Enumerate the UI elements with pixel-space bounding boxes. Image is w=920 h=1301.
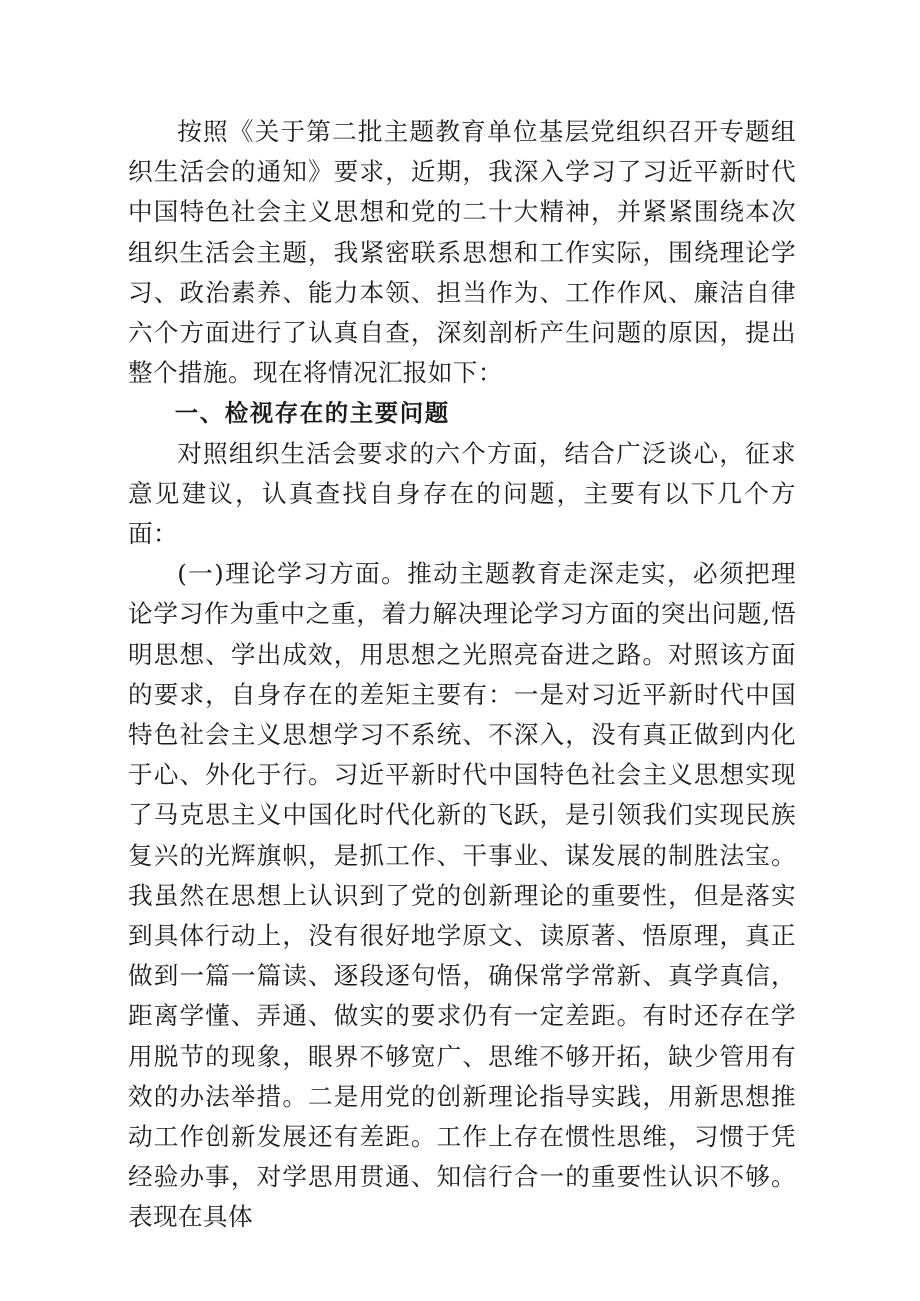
document-body <box>128 112 796 1238</box>
section-heading: 一、检视存在的主要问题 <box>174 399 450 428</box>
theory-study-paragraph: (一)理论学习方面。推动主题教育走深走实，必须把理论学习作为重中之重，着力解决理论学习方面的突出问题,悟明思想、学出成效，用思想之光照亮奋进之路。对照该方面的要求，自身存在的差矩主要有：一是对习近平新时代中国特色社会主义思想学习不系统、不深入，没有真正做到内化于心、外化于行。习近平新时代中国特色社会主义思想实现了马克思主义中国化时代化新的飞跃，是引领我们实现民族复兴的光辉旗帜，是抓工作、干事业、谋发展的制胜法宝。我虽然在思想上认识到了党的创新理论的重要性，但是落实到具体行动上，没有很好地学原文、读原著、悟原理，真正做到一篇一篇读、逐段逐句悟，确保常学常新、真学真信，距离学懂、弄通、做实的要求仍有一定差距。有时还存在学用脱节的现象，眼界不够宽广、思维不够开拓，缺少管用有效的办法举措。二是用党的创新理论指导实践，用新思想推动工作创新发展还有差距。工作上存在惯性思维，习惯于凭经验办事，对学思用贯通、知信行合一的重要性认识不够。表现在具体 <box>128 559 796 1232</box>
intro-paragraph: 按照《关于第二批主题教育单位基层党组织召开专题组织生活会的通知》要求，近期，我深入学习了习近平新时代中国特色社会主义思想和党的二十大精神，并紧紧围绕本次组织生活会主题，我紧密联系思想和工作实际，围绕理论学习、政治素养、能力本领、担当作为、工作作风、廉洁自律六个方面进行了认真自查，深刻剖析产生问题的原因，提出整个措施。现在将情况汇报如下： <box>128 117 796 388</box>
section-intro-paragraph: 对照组织生活会要求的六个方面，结合广泛谈心，征求意见建议，认真查找自身存在的问题，主要有以下几个方面： <box>128 438 796 549</box>
